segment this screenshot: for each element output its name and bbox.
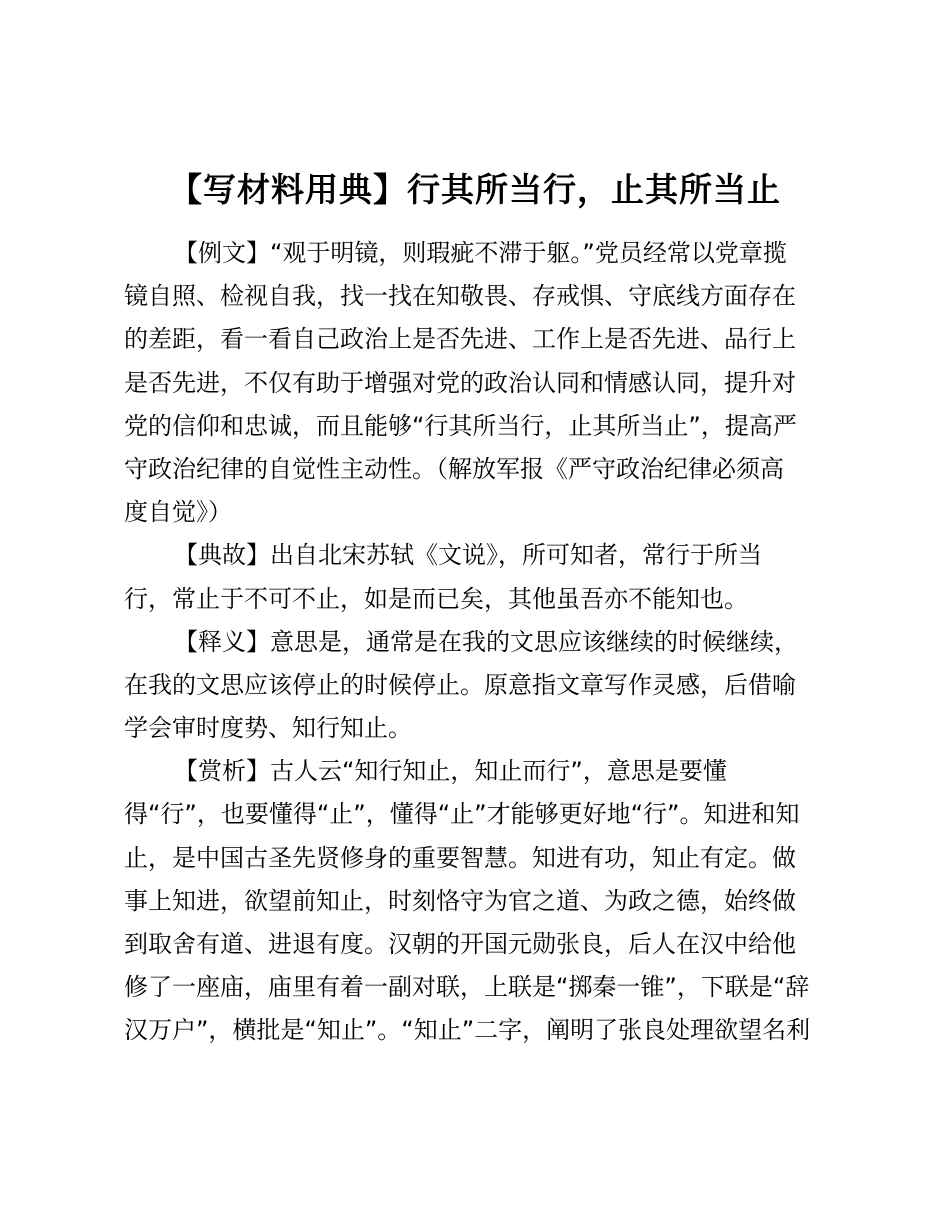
paragraph-example-line: 党的信仰和忠诚，而且能够“行其所当行，止其所当止”，提高严 bbox=[124, 411, 797, 440]
paragraph-appreciation-line: 到取舍有道、进退有度。汉朝的开国元勋张良，后人在汉中给他 bbox=[124, 930, 796, 958]
paragraph-example-line: 守政治纪律的自觉性主动性。（解放军报《严守政治纪律必须高 bbox=[124, 454, 784, 483]
paragraph-appreciation-line: 止，是中国古圣先贤修身的重要智慧。知进有功，知止有定。做 bbox=[124, 843, 796, 872]
paragraph-allusion-line: 【典故】出自北宋苏轼《文说》，所可知者，常行于所当 bbox=[174, 541, 762, 570]
paragraph-appreciation-line: 修了一座庙，庙里有着一副对联，上联是“掷秦一锥”，下联是“辞 bbox=[124, 973, 810, 1002]
paragraph-example-line: 度自觉》） bbox=[124, 498, 232, 527]
paragraph-appreciation-line: 得“行”，也要懂得“止”，懂得“止”才能够更好地“行”。知进和知 bbox=[124, 800, 800, 829]
paragraph-meaning-line: 【释义】意思是，通常是在我的文思应该继续的时候继续， bbox=[174, 627, 798, 656]
paragraph-appreciation-line: 事上知进，欲望前知止，时刻恪守为官之道、为政之德，始终做 bbox=[124, 886, 796, 915]
paragraph-allusion-line: 行，常止于不可不止，如是而已矣，其他虽吾亦不能知也。 bbox=[124, 584, 748, 613]
paragraph-example-line: 的差距，看一看自己政治上是否先进、工作上是否先进、品行上 bbox=[124, 325, 796, 354]
paragraph-appreciation-line: 汉万户”，横批是“知止”。“知止”二字，阐明了张良处理欲望名利 bbox=[124, 1016, 811, 1045]
document-title: 【写材料用典】行其所当行，止其所当止 bbox=[169, 170, 781, 209]
paragraph-example-line: 【例文】“观于明镜，则瑕疵不滞于躯。”党员经常以党章揽 bbox=[174, 239, 787, 267]
paragraph-example-line: 是否先进，不仅有助于增强对党的政治认同和情感认同，提升对 bbox=[124, 368, 796, 397]
paragraph-meaning-line: 学会审时度势、知行知止。 bbox=[124, 714, 412, 743]
paragraph-meaning-line: 在我的文思应该停止的时候停止。原意指文章写作灵感，后借喻 bbox=[124, 670, 796, 699]
paragraph-example-line: 镜自照、检视自我，找一找在知敬畏、存戒惧、守底线方面存在 bbox=[124, 282, 796, 311]
paragraph-appreciation-line: 【赏析】古人云“知行知止，知止而行”，意思是要懂 bbox=[174, 757, 727, 786]
document-body bbox=[124, 232, 844, 1053]
